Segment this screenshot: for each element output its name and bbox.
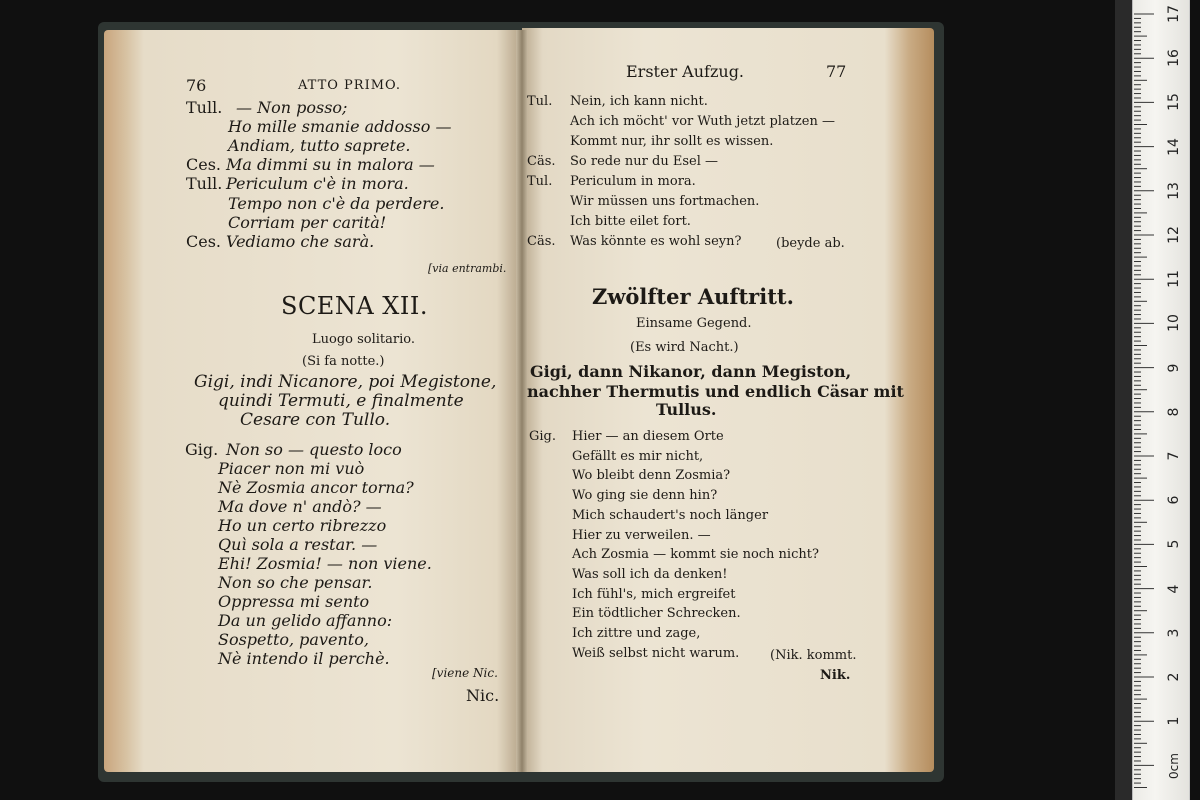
- page-number-right: 77: [826, 62, 847, 81]
- dialogue-line: Andiam, tutto saprete.: [228, 136, 411, 155]
- character-list-line: Gigi, dann Nikanor, dann Megiston,: [530, 362, 852, 381]
- ruler-number: 10: [1166, 314, 1182, 333]
- speaker-label: Cäs.: [527, 234, 556, 249]
- ruler-unit-label: 0cm: [1167, 753, 1181, 779]
- ruler-number: 3: [1166, 628, 1182, 638]
- speech-line: Hier zu verweilen. —: [572, 527, 711, 543]
- catchword-right: Nik.: [820, 668, 851, 683]
- speech-line: Wo ging sie denn hin?: [572, 488, 718, 504]
- running-head-right: Erster Aufzug.: [626, 62, 745, 81]
- dialogue-line: — Non posso;: [236, 98, 348, 117]
- scene-setting-right: Einsame Gegend.: [636, 316, 752, 331]
- speech-speaker-right: Gig.: [529, 429, 556, 444]
- character-list-line: Gigi, indi Nicanore, poi Megistone,: [194, 372, 497, 392]
- scene-setting-left: Luogo solitario.: [312, 332, 416, 347]
- speech-speaker-left: Gig.: [185, 440, 219, 459]
- character-list-line: Cesare con Tullo.: [240, 410, 391, 430]
- measuring-ruler: [1132, 0, 1190, 800]
- speech-line: Hier — an diesem Orte: [572, 429, 724, 444]
- ruler-number: 7: [1166, 451, 1182, 461]
- speech-line: Nè Zosmia ancor torna?: [218, 478, 414, 497]
- speech-line: Ich fühl's, mich ergreifet: [572, 586, 736, 602]
- speaker-label: Tul.: [527, 94, 553, 109]
- speaker-label: Ces.: [186, 155, 222, 174]
- running-head-left: ATTO PRIMO.: [298, 78, 402, 93]
- speech-line: Ho un certo ribrezzo: [218, 516, 387, 535]
- speech-line: Oppressa mi sento: [218, 592, 370, 611]
- speech-line: Ein tödtlicher Schrecken.: [572, 606, 741, 622]
- speech-line: Ma dove n' andò? —: [218, 497, 382, 516]
- ruler-number: 13: [1166, 181, 1182, 200]
- catchword-left: Nic.: [466, 686, 500, 705]
- ruler-number: 4: [1166, 584, 1182, 594]
- ruler-number: 1: [1166, 716, 1182, 726]
- exit-direction-left: [via entrambi.: [428, 262, 507, 275]
- enter-direction-right: (Nik. kommt.: [770, 648, 857, 663]
- ruler-number: 11: [1166, 270, 1182, 289]
- dialogue-line: Wir müssen uns fortmachen.: [570, 194, 760, 209]
- speech-line: Weiß selbst nicht warum.: [572, 645, 740, 661]
- dialogue-line: Corriam per carità!: [228, 213, 387, 232]
- page-number-left: 76: [186, 76, 207, 95]
- speech-line: Non so che pensar.: [218, 573, 373, 592]
- dialogue-line: Was könnte es wohl seyn?: [570, 234, 742, 249]
- speech-line: Ehi! Zosmia! — non viene.: [218, 554, 432, 573]
- speaker-label: Ces.: [186, 232, 222, 251]
- stage-note-right: (Es wird Nacht.): [630, 340, 739, 355]
- dialogue-line: Periculum c'è in mora.: [226, 174, 409, 193]
- character-list-line: Tullus.: [656, 400, 717, 419]
- character-list-line: nachher Thermutis und endlich Cäsar mit: [527, 382, 904, 401]
- speech-line: Da un gelido affanno:: [218, 611, 393, 630]
- speech-line: Gefällt es mir nicht,: [572, 448, 704, 464]
- dialogue-line: Kommt nur, ihr sollt es wissen.: [570, 134, 774, 149]
- speech-line: Piacer non mi vuò: [218, 459, 365, 478]
- dialogue-line: So rede nur du Esel —: [570, 154, 718, 169]
- speech-line: Wo bleibt denn Zosmia?: [572, 468, 731, 484]
- stage-note-left: (Si fa notte.): [302, 354, 385, 369]
- ruler-number: 2: [1166, 672, 1182, 682]
- ruler-number: 5: [1166, 539, 1182, 549]
- ruler-number: 8: [1166, 407, 1182, 417]
- dialogue-line: Ho mille smanie addosso —: [228, 117, 452, 136]
- character-list-line: quindi Termuti, e finalmente: [218, 391, 464, 411]
- dialogue-line: Ich bitte eilet fort.: [570, 214, 691, 229]
- speaker-label: Tull.: [186, 98, 223, 117]
- enter-direction-left: [viene Nic.: [432, 666, 498, 680]
- ruler-number: 14: [1166, 137, 1182, 156]
- speech-line: Sospetto, pavento,: [218, 630, 369, 649]
- speech-line: Quì sola a restar. —: [218, 535, 378, 554]
- ruler-number: 12: [1166, 226, 1182, 244]
- ruler-number: 15: [1166, 93, 1182, 112]
- scene-title-right: Zwölfter Auftritt.: [592, 284, 794, 309]
- scene-title-left: SCENA XII.: [281, 292, 428, 320]
- dialogue-line: Periculum in mora.: [570, 174, 696, 189]
- ruler-number: 6: [1166, 495, 1182, 505]
- speaker-label: Tull.: [186, 174, 223, 193]
- dialogue-line: Ma dimmi su in malora —: [226, 155, 435, 174]
- speaker-label: Cäs.: [527, 154, 556, 169]
- dialogue-line: Nein, ich kann nicht.: [570, 94, 708, 109]
- dialogue-line: Tempo non c'è da perdere.: [228, 194, 445, 213]
- speech-line: Ach Zosmia — kommt sie noch nicht?: [572, 547, 819, 563]
- book-gutter: [516, 30, 528, 772]
- dialogue-line: Ach ich möcht' vor Wuth jetzt platzen —: [570, 114, 835, 129]
- ruler-number: 17: [1166, 5, 1182, 23]
- speech-line: Ich zittre und zage,: [572, 626, 701, 641]
- speech-line: Nè intendo il perchè.: [218, 649, 390, 668]
- ruler-number: 9: [1166, 363, 1182, 373]
- speech-line: Was soll ich da denken!: [572, 566, 728, 582]
- speech-line: Mich schaudert's noch länger: [572, 507, 769, 523]
- ruler-number: 16: [1166, 49, 1182, 68]
- dialogue-line: Vediamo che sarà.: [226, 232, 375, 251]
- speech-line: Non so — questo loco: [226, 440, 402, 459]
- exit-direction-right: (beyde ab.: [776, 236, 845, 251]
- speaker-label: Tul.: [527, 174, 553, 189]
